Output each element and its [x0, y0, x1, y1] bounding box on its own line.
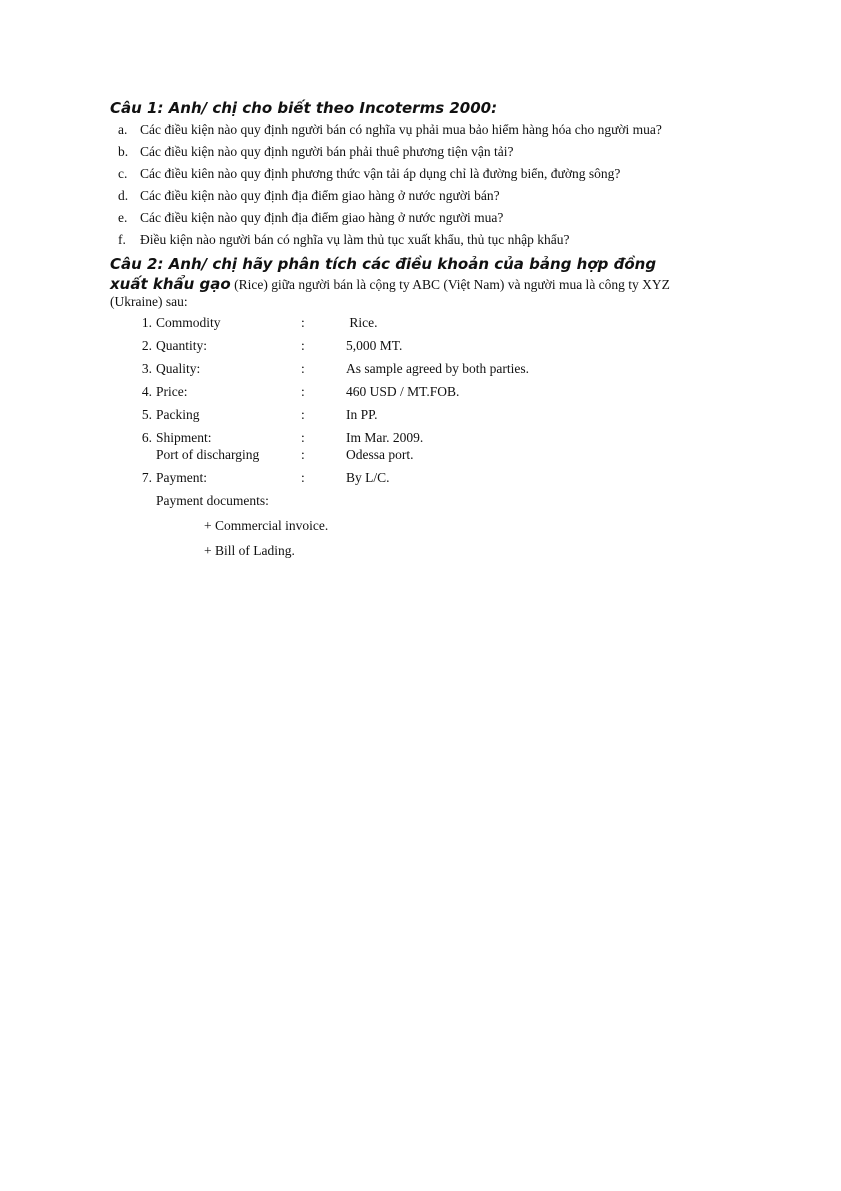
term-value: In PP. — [346, 407, 378, 422]
item-text: Các điều kiện nào quy định địa điểm giao hàng ở nước người mua? — [140, 210, 504, 225]
term-key: Shipment: — [156, 430, 212, 445]
payment-documents-label: Payment documents: — [156, 493, 269, 508]
item-marker: e. — [118, 210, 128, 225]
term-value: As sample agreed by both parties. — [346, 361, 529, 376]
contract-terms-list — [110, 314, 685, 486]
payment-document-item: + Commercial invoice. — [204, 518, 329, 533]
term-colon: : — [301, 338, 305, 353]
term-key: Commodity — [156, 315, 221, 330]
question-1-item — [110, 144, 685, 160]
contract-term — [110, 314, 685, 331]
item-marker: c. — [118, 166, 128, 181]
question-2-paragraph — [110, 254, 685, 310]
term-colon: : — [301, 447, 305, 462]
term-value: 5,000 MT. — [346, 338, 403, 353]
question-1-item — [110, 166, 685, 182]
payment-document-item: + Bill of Lading. — [204, 543, 295, 558]
term-number: 3. — [141, 361, 152, 376]
item-text: Điều kiện nào người bán có nghĩa vụ làm thủ tục xuất khẩu, thủ tục nhập khẩu? — [140, 232, 570, 247]
term-colon: : — [301, 470, 305, 485]
question-2-block — [110, 254, 685, 310]
term-colon: : — [301, 407, 305, 422]
contract-term-group — [110, 429, 685, 463]
contract-term — [110, 406, 685, 423]
contract-subterm — [110, 446, 685, 463]
contract-term — [110, 383, 685, 400]
term-colon: : — [301, 361, 305, 376]
term-value: Odessa port. — [346, 447, 414, 462]
term-colon: : — [301, 430, 305, 445]
contract-term — [110, 337, 685, 354]
question-1-item — [110, 188, 685, 204]
question-1-item — [110, 232, 685, 248]
question-1-list — [110, 122, 685, 248]
question-1-item — [110, 122, 685, 138]
term-key: Port of discharging — [156, 447, 260, 462]
item-marker: a. — [118, 122, 128, 137]
question-1-heading: Câu 1: Anh/ chị cho biết theo Incoterms 2000: — [110, 99, 498, 117]
item-marker: f. — [118, 232, 126, 247]
term-number: 4. — [141, 384, 152, 399]
term-number: 1. — [141, 315, 152, 330]
term-value: Rice. — [346, 315, 378, 330]
term-value: Im Mar. 2009. — [346, 430, 424, 445]
term-number: 5. — [141, 407, 152, 422]
term-number: 6. — [141, 430, 152, 445]
term-colon: : — [301, 315, 305, 330]
item-marker: b. — [118, 144, 129, 159]
item-text: Các điều kiện nào quy định người bán có nghĩa vụ phải mua bảo hiểm hàng hóa cho người mua? — [140, 122, 662, 137]
contract-term — [110, 469, 685, 486]
document-content — [110, 98, 685, 567]
term-key: Quality: — [156, 361, 201, 376]
question-2-heading: Câu 2: Anh/ chị hãy phân tích các điều khoản của bảng hợp đồng xuất khẩu gạo — [110, 255, 657, 293]
item-text: Các điều kiện nào quy định người bán phải thuê phương tiện vận tải? — [140, 144, 514, 159]
term-key: Payment: — [156, 470, 207, 485]
term-colon: : — [301, 384, 305, 399]
item-marker: d. — [118, 188, 129, 203]
question-2-intro: (Rice) giữa người bán là cộng ty ABC (Việt Nam) và người mua là công ty XYZ (Ukraine) sau: — [110, 277, 670, 309]
item-text: Các điều kiện nào quy định địa điểm giao hàng ở nước người bán? — [140, 188, 500, 203]
term-number: 2. — [141, 338, 152, 353]
item-text: Các điều kiên nào quy định phương thức vận tải áp dụng chỉ là đường biển, đường sông? — [140, 166, 621, 181]
term-key: Price: — [156, 384, 188, 399]
contract-term — [110, 360, 685, 377]
term-number: 7. — [141, 470, 152, 485]
term-value: 460 USD / MT.FOB. — [346, 384, 460, 399]
term-key: Packing — [156, 407, 200, 422]
contract-term — [110, 429, 685, 446]
term-key: Quantity: — [156, 338, 207, 353]
term-value: By L/C. — [346, 470, 390, 485]
question-1-item — [110, 210, 685, 226]
